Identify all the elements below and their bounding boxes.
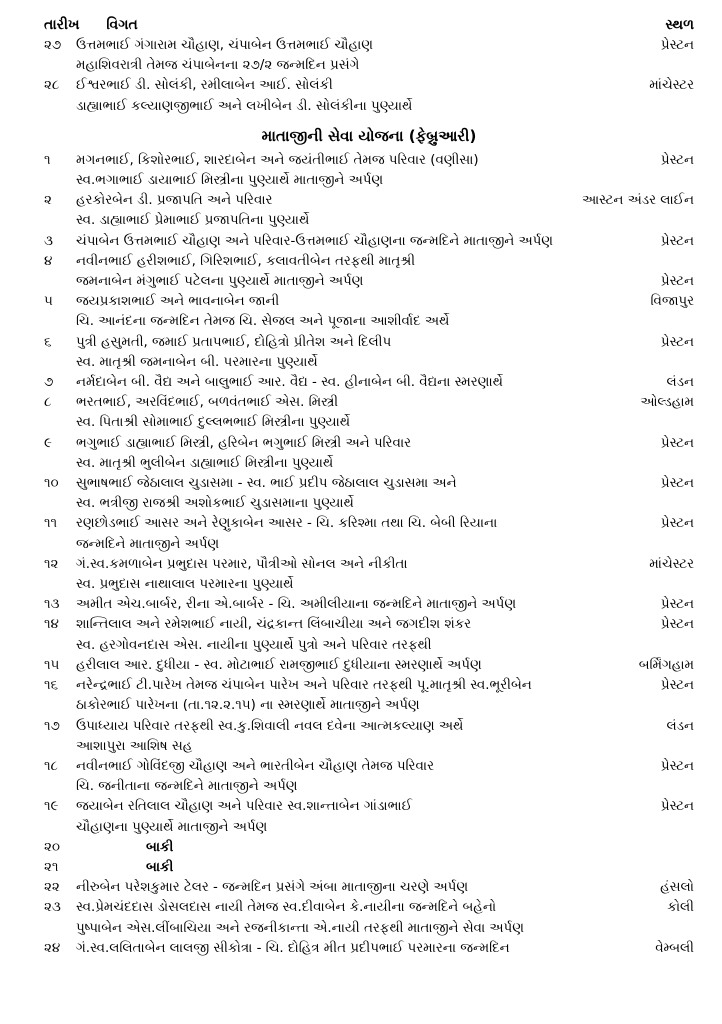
entry-row bbox=[44, 555, 694, 575]
entry-number: ૨૪ bbox=[44, 940, 61, 956]
entry-text: નવીનભાઈ હરીશભાઈ, ગિરિશભાઈ, કલાવતીબેન તરફથી માતૃશ્રી bbox=[76, 253, 416, 269]
entry-place: પ્રેસ્ટન bbox=[660, 274, 694, 290]
entry-row bbox=[44, 797, 694, 817]
entry-row bbox=[44, 292, 694, 312]
list-item bbox=[44, 555, 694, 595]
entry-place: કોલી bbox=[667, 900, 694, 916]
entry-row bbox=[44, 757, 694, 777]
entry-subline: સ્વ. પ્રભુદાસ નાથાલાલ પરમારના પુણ્યાર્થે bbox=[76, 577, 294, 593]
entry-subline: આશાપુરા આશિષ સહ bbox=[76, 738, 193, 754]
entry-row bbox=[44, 717, 694, 737]
entry-subline: સ્વ. માતૃશ્રી ભુલીબેન ડાહ્યાભાઈ મિસ્ત્રીના પુણ્યાર્થે bbox=[76, 455, 334, 471]
entry-row bbox=[44, 393, 694, 413]
entry-place: પ્રેસ્ટન bbox=[660, 38, 694, 53]
list-item bbox=[44, 797, 694, 837]
header-date: તારીખ bbox=[44, 17, 80, 33]
list-item bbox=[44, 615, 694, 655]
entry-subline: સ્વ.ભગાભાઈ ડાયાભાઈ મિસ્ત્રીના પુણ્યાર્થે માતાજીને અર્પણ bbox=[76, 173, 384, 189]
entry-place: પ્રેસ્ટન bbox=[660, 597, 694, 613]
entry-place: પ્રેસ્ટન bbox=[660, 758, 694, 774]
entry-text: નવીનભાઈ ગોવિંદજી ચૌહાણ અને ભારતીબેન ચૌહાણ તેમજ પરિવાર bbox=[76, 758, 435, 774]
list-item bbox=[44, 36, 694, 76]
entry-number: ૩ bbox=[44, 233, 53, 249]
list-item bbox=[44, 232, 694, 252]
list-item bbox=[44, 757, 694, 797]
entry-row bbox=[44, 656, 694, 676]
entry-place: પ્રેસ્ટન bbox=[660, 516, 694, 532]
entry-subline: ઠાકોરભાઈ પારેખના (તા.૧૨.૨.૧૫) ના સ્મરણાર્થે માતાજીને અર્પણ bbox=[76, 698, 420, 714]
list-item bbox=[44, 393, 694, 433]
entry-subline: સ્વ. હરગોવનદાસ એસ. નાયીના પુણ્યાર્થે પુત્રો અને પરિવાર તરફથી bbox=[76, 637, 432, 653]
entry-number: ૪ bbox=[44, 253, 53, 269]
entry-subline: ચિ. જનીતાના જન્મદિને માતાજીને અર્પણ bbox=[76, 779, 298, 795]
entry-text: ચંપાબેન ઉત્તમભાઈ ચૌહાણ અને પરિવાર-ઉત્તમભાઈ ચૌહાણના જન્મદિને માતાજીને અર્પણ bbox=[76, 233, 553, 249]
entry-number: ૨૭ bbox=[44, 38, 62, 53]
entry-place: વિજાપુર bbox=[650, 294, 694, 310]
entry-place: ઓલ્ડહામ bbox=[640, 395, 694, 411]
entry-text: સ્વ.પ્રેમચંદદાસ ડોસલદાસ નાયી તેમજ સ્વ.દીવાબેન કે.નાયીના જન્મદિને બહેનો bbox=[76, 900, 497, 916]
entry-text: નરેન્દ્રભાઈ ટી.પારેખ તેમજ ચંપાબેન પારેખ અને પરિવાર તરફથી પૂ.માતૃશ્રી સ્વ.ભૂરીબેન bbox=[76, 678, 532, 694]
entry-row bbox=[44, 615, 694, 635]
pending-label: બાકી bbox=[146, 839, 174, 855]
entry-number: ૧૩ bbox=[44, 597, 60, 613]
entry-text: ભગુભાઈ ડાહ્યાભાઈ મિસ્ત્રી, હરિબેન ભગુભાઈ મિસ્ત્રી અને પરિવાર bbox=[76, 435, 412, 451]
entry-place: પ્રેસ્ટન bbox=[660, 233, 694, 249]
top-entries bbox=[44, 36, 694, 117]
entry-text: ગં.સ્વ.કમળાબેન પ્રભુદાસ પરમાર, પૌત્રીઓ સોનલ અને નીકીતા bbox=[76, 556, 408, 572]
entry-number: ૧૮ bbox=[44, 758, 58, 774]
header-place: સ્થળ bbox=[665, 17, 694, 33]
entry-subline: ડાહ્યાભાઈ કલ્યાણજીભાઈ અને લખીબેન ડી. સોલંકીના પુણ્યાર્થે bbox=[76, 98, 413, 114]
list-item bbox=[44, 898, 694, 938]
entry-text: સુભાષભાઈ જેઠાલાલ ચુડાસમા - સ્વ. ભાઈ પ્રદીપ જેઠાલાલ ચુડાસમા અને bbox=[76, 476, 457, 492]
entry-number: ૫ bbox=[44, 294, 53, 310]
entry-subline: ચૌહાણના પુણ્યાર્થે માતાજીને અર્પણ bbox=[76, 819, 268, 835]
entry-number: ૮ bbox=[44, 395, 52, 411]
entry-subline: જન્મદિને માતાજીને અર્પણ bbox=[76, 536, 220, 552]
entry-number: ૨૨ bbox=[44, 880, 60, 896]
entry-number: ૨૦ bbox=[44, 839, 60, 855]
entry-row bbox=[44, 36, 694, 56]
entry-row bbox=[44, 595, 694, 615]
entry-text: નીરુબેન પરેશકુમાર ટેલર - જન્મદિન પ્રસંગે અંબા માતાજીના ચરણે અર્પણ bbox=[76, 880, 469, 896]
section-title: માતાજીની સેવા યોજના (ફેબ્રુઆરી) bbox=[261, 126, 477, 145]
list-item bbox=[44, 838, 694, 858]
entry-text: રણછોડભાઈ આસર અને રેણુકાબેન આસર - ચિ. કરિશ્મા તથા ચિ. બેબી રિયાના bbox=[76, 516, 498, 532]
list-item bbox=[44, 252, 694, 292]
entry-row bbox=[44, 676, 694, 696]
entry-row bbox=[44, 191, 694, 211]
list-item bbox=[44, 878, 694, 898]
entry-text: શાન્તિલાલ અને રમેશભાઈ નાયી, ચંદ્રકાન્ત લિંબાચીયા અને જગદીશ શંકર bbox=[76, 617, 472, 633]
list-item bbox=[44, 514, 694, 554]
entry-subline: જમનાબેન મંગુભાઈ પટેલના પુણ્યાર્થે માતાજીને અર્પણ bbox=[76, 274, 364, 290]
entry-number: ૧૬ bbox=[44, 678, 59, 694]
entry-subline: સ્વ. માતૃશ્રી જમનાબેન બી. પરમારના પુણ્યાર્થે bbox=[76, 354, 318, 370]
entry-number: ૧૨ bbox=[44, 556, 59, 572]
entry-place: વેમ્બલી bbox=[655, 940, 694, 956]
entry-text: ગં.સ્વ.લલિતાબેન લાલજી સીકોત્રા - ચિ. દોહિત્ર મીત પ્રદીપભાઈ પરમારના જન્મદિન bbox=[76, 940, 510, 956]
entry-place: લંડન bbox=[666, 375, 694, 391]
entry-text: હરીલાલ આર. દુધીયા - સ્વ. મોટાભાઈ રામજીભાઈ દુધીયાના સ્મરણાર્થે અર્પણ bbox=[76, 657, 482, 673]
entry-subline: સ્વ. ડાહ્યાભાઈ પ્રેમાભાઈ પ્રજાપતિના પુણ્યાર્થે bbox=[76, 213, 310, 229]
entry-subline: ચિ. આનંદના જન્મદિન તેમજ ચિ. સેજલ અને પૂજાના આશીર્વાદ અર્થે bbox=[76, 314, 450, 330]
entry-row bbox=[44, 434, 694, 454]
entry-text: અમીત એચ.બાર્બર, રીના એ.બાર્બર - ચિ. અમીલીયાના જન્મદિને માતાજીને અર્પણ bbox=[76, 597, 517, 613]
entry-text: ઉપાધ્યાય પરિવાર તરફથી સ્વ.કુ.શિવાલી નવલ દવેના આત્મકલ્યાણ અર્થે bbox=[76, 718, 464, 734]
seva-entries bbox=[44, 151, 694, 838]
entry-row bbox=[44, 898, 694, 918]
entry-subline: મહાશિવરાત્રી તેમજ ચંપાબેનના ૨૭/૨ જન્મદિન પ્રસંગે bbox=[76, 58, 360, 74]
bottom-entries bbox=[44, 878, 694, 959]
list-item bbox=[44, 474, 694, 514]
entry-row bbox=[44, 272, 694, 292]
entry-text: પુત્રી હસુમતી, જમાઈ પ્રતાપભાઈ, દોહિત્રો પ્રીતેશ અને દિલીપ bbox=[76, 334, 392, 350]
entry-row bbox=[44, 373, 694, 393]
entry-row bbox=[44, 939, 694, 959]
list-item bbox=[44, 434, 694, 474]
list-item bbox=[44, 595, 694, 615]
entry-place: માંચેસ્ટર bbox=[649, 556, 694, 572]
entry-number: ૨૧ bbox=[44, 859, 59, 875]
entry-place: બર્મિંગહામ bbox=[638, 657, 694, 673]
entry-text: નર્મદાબેન બી. વૈદ્ય અને બાલુભાઈ આર. વૈદ્ય - સ્વ. હીનાબેન બી. વૈદ્યના સ્મરણાર્થે bbox=[76, 375, 503, 391]
list-item bbox=[44, 333, 694, 373]
entry-place: હંસલો bbox=[660, 880, 694, 896]
entry-place: પ્રેસ્ટન bbox=[660, 476, 694, 492]
entry-place: પ્રેસ્ટન bbox=[660, 435, 694, 451]
entry-place: પ્રેસ્ટન bbox=[660, 617, 694, 633]
entry-number: ૨૮ bbox=[44, 78, 60, 94]
entry-row bbox=[44, 858, 694, 878]
entry-number: ૧૯ bbox=[44, 799, 59, 815]
column-header bbox=[44, 14, 694, 36]
entry-text: ઉત્તમભાઈ ગંગારામ ચૌહાણ, ચંપાબેન ઉત્તમભાઈ ચૌહાણ bbox=[76, 38, 373, 53]
entry-text: મગનભાઈ, કિશોરભાઈ, શારદાબેન અને જયંતીભાઈ તેમજ પરિવાર (વણીસા) bbox=[76, 152, 479, 168]
entry-text: ભરતભાઈ, અરવિંદભાઈ, બળવંતભાઈ એસ. મિસ્ત્રી bbox=[76, 395, 339, 411]
entry-row bbox=[44, 76, 694, 96]
entry-place: માંચેસ્ટર bbox=[649, 78, 694, 94]
entry-text: જયપ્રકાશભાઈ અને ભાવનાબેન જાની bbox=[76, 294, 280, 310]
entry-text: હરકોરબેન ડી. પ્રજાપતિ અને પરિવાર bbox=[76, 193, 273, 209]
entry-place: પ્રેસ્ટન bbox=[660, 799, 694, 815]
entry-number: ૬ bbox=[44, 334, 52, 350]
entry-number: ૨૩ bbox=[44, 900, 61, 916]
list-item bbox=[44, 717, 694, 757]
entry-number: ૧૧ bbox=[44, 516, 58, 532]
entry-row bbox=[44, 151, 694, 171]
list-item bbox=[44, 292, 694, 332]
entry-number: ૯ bbox=[44, 435, 52, 451]
entry-place: પ્રેસ્ટન bbox=[660, 334, 694, 350]
entry-number: ૧૪ bbox=[44, 617, 59, 633]
entry-number: ૭ bbox=[44, 375, 54, 391]
pending-entries bbox=[44, 838, 694, 878]
entry-subline: પુષ્પાબેન એસ.લીંબાચિયા અને રજનીકાન્તા એ.નાયી તરફથી માતાજીને સેવા અર્પણ bbox=[76, 920, 524, 936]
entry-text: ઈશ્વરભાઈ ડી. સોલંકી, રમીલાબેન આઈ. સોલંકી bbox=[76, 78, 333, 94]
entry-row bbox=[44, 514, 694, 534]
list-item bbox=[44, 191, 694, 231]
list-item bbox=[44, 76, 694, 116]
list-item bbox=[44, 151, 694, 191]
pending-label: બાકી bbox=[146, 859, 174, 875]
entry-subline: સ્વ. ભત્રીજી રાજશ્રી અશોકભાઈ ચુડાસમાના પુણ્યાર્થે bbox=[76, 496, 354, 512]
entry-number: ૨ bbox=[44, 193, 52, 209]
entry-number: ૧ bbox=[44, 152, 51, 168]
entry-place: પ્રેસ્ટન bbox=[660, 678, 694, 694]
list-item bbox=[44, 373, 694, 393]
entry-number: ૧૦ bbox=[44, 476, 59, 492]
entry-place: લંડન bbox=[666, 718, 694, 734]
entry-number: ૧૫ bbox=[44, 657, 60, 673]
entry-row bbox=[44, 333, 694, 353]
entry-row bbox=[44, 878, 694, 898]
entry-row bbox=[44, 838, 694, 858]
list-item bbox=[44, 858, 694, 878]
list-item bbox=[44, 676, 694, 716]
entry-place: આસ્ટન અંડર લાઈન bbox=[581, 193, 694, 209]
list-item bbox=[44, 656, 694, 676]
entry-row bbox=[44, 474, 694, 494]
entry-number: ૧૭ bbox=[44, 718, 60, 734]
entry-row bbox=[44, 232, 694, 252]
entry-text: જયાબેન રતિલાલ ચૌહાણ અને પરિવાર સ્વ.શાન્તાબેન ગાંડાભાઈ bbox=[76, 799, 412, 815]
list-item bbox=[44, 939, 694, 959]
entry-row bbox=[44, 252, 694, 272]
entry-subline: સ્વ. પિતાશ્રી સોમાભાઈ દુલ્લભભાઈ મિસ્ત્રીના પુણ્યાર્થે bbox=[76, 415, 351, 431]
header-detail: વિગત bbox=[106, 17, 138, 33]
entry-place: પ્રેસ્ટન bbox=[660, 152, 694, 168]
